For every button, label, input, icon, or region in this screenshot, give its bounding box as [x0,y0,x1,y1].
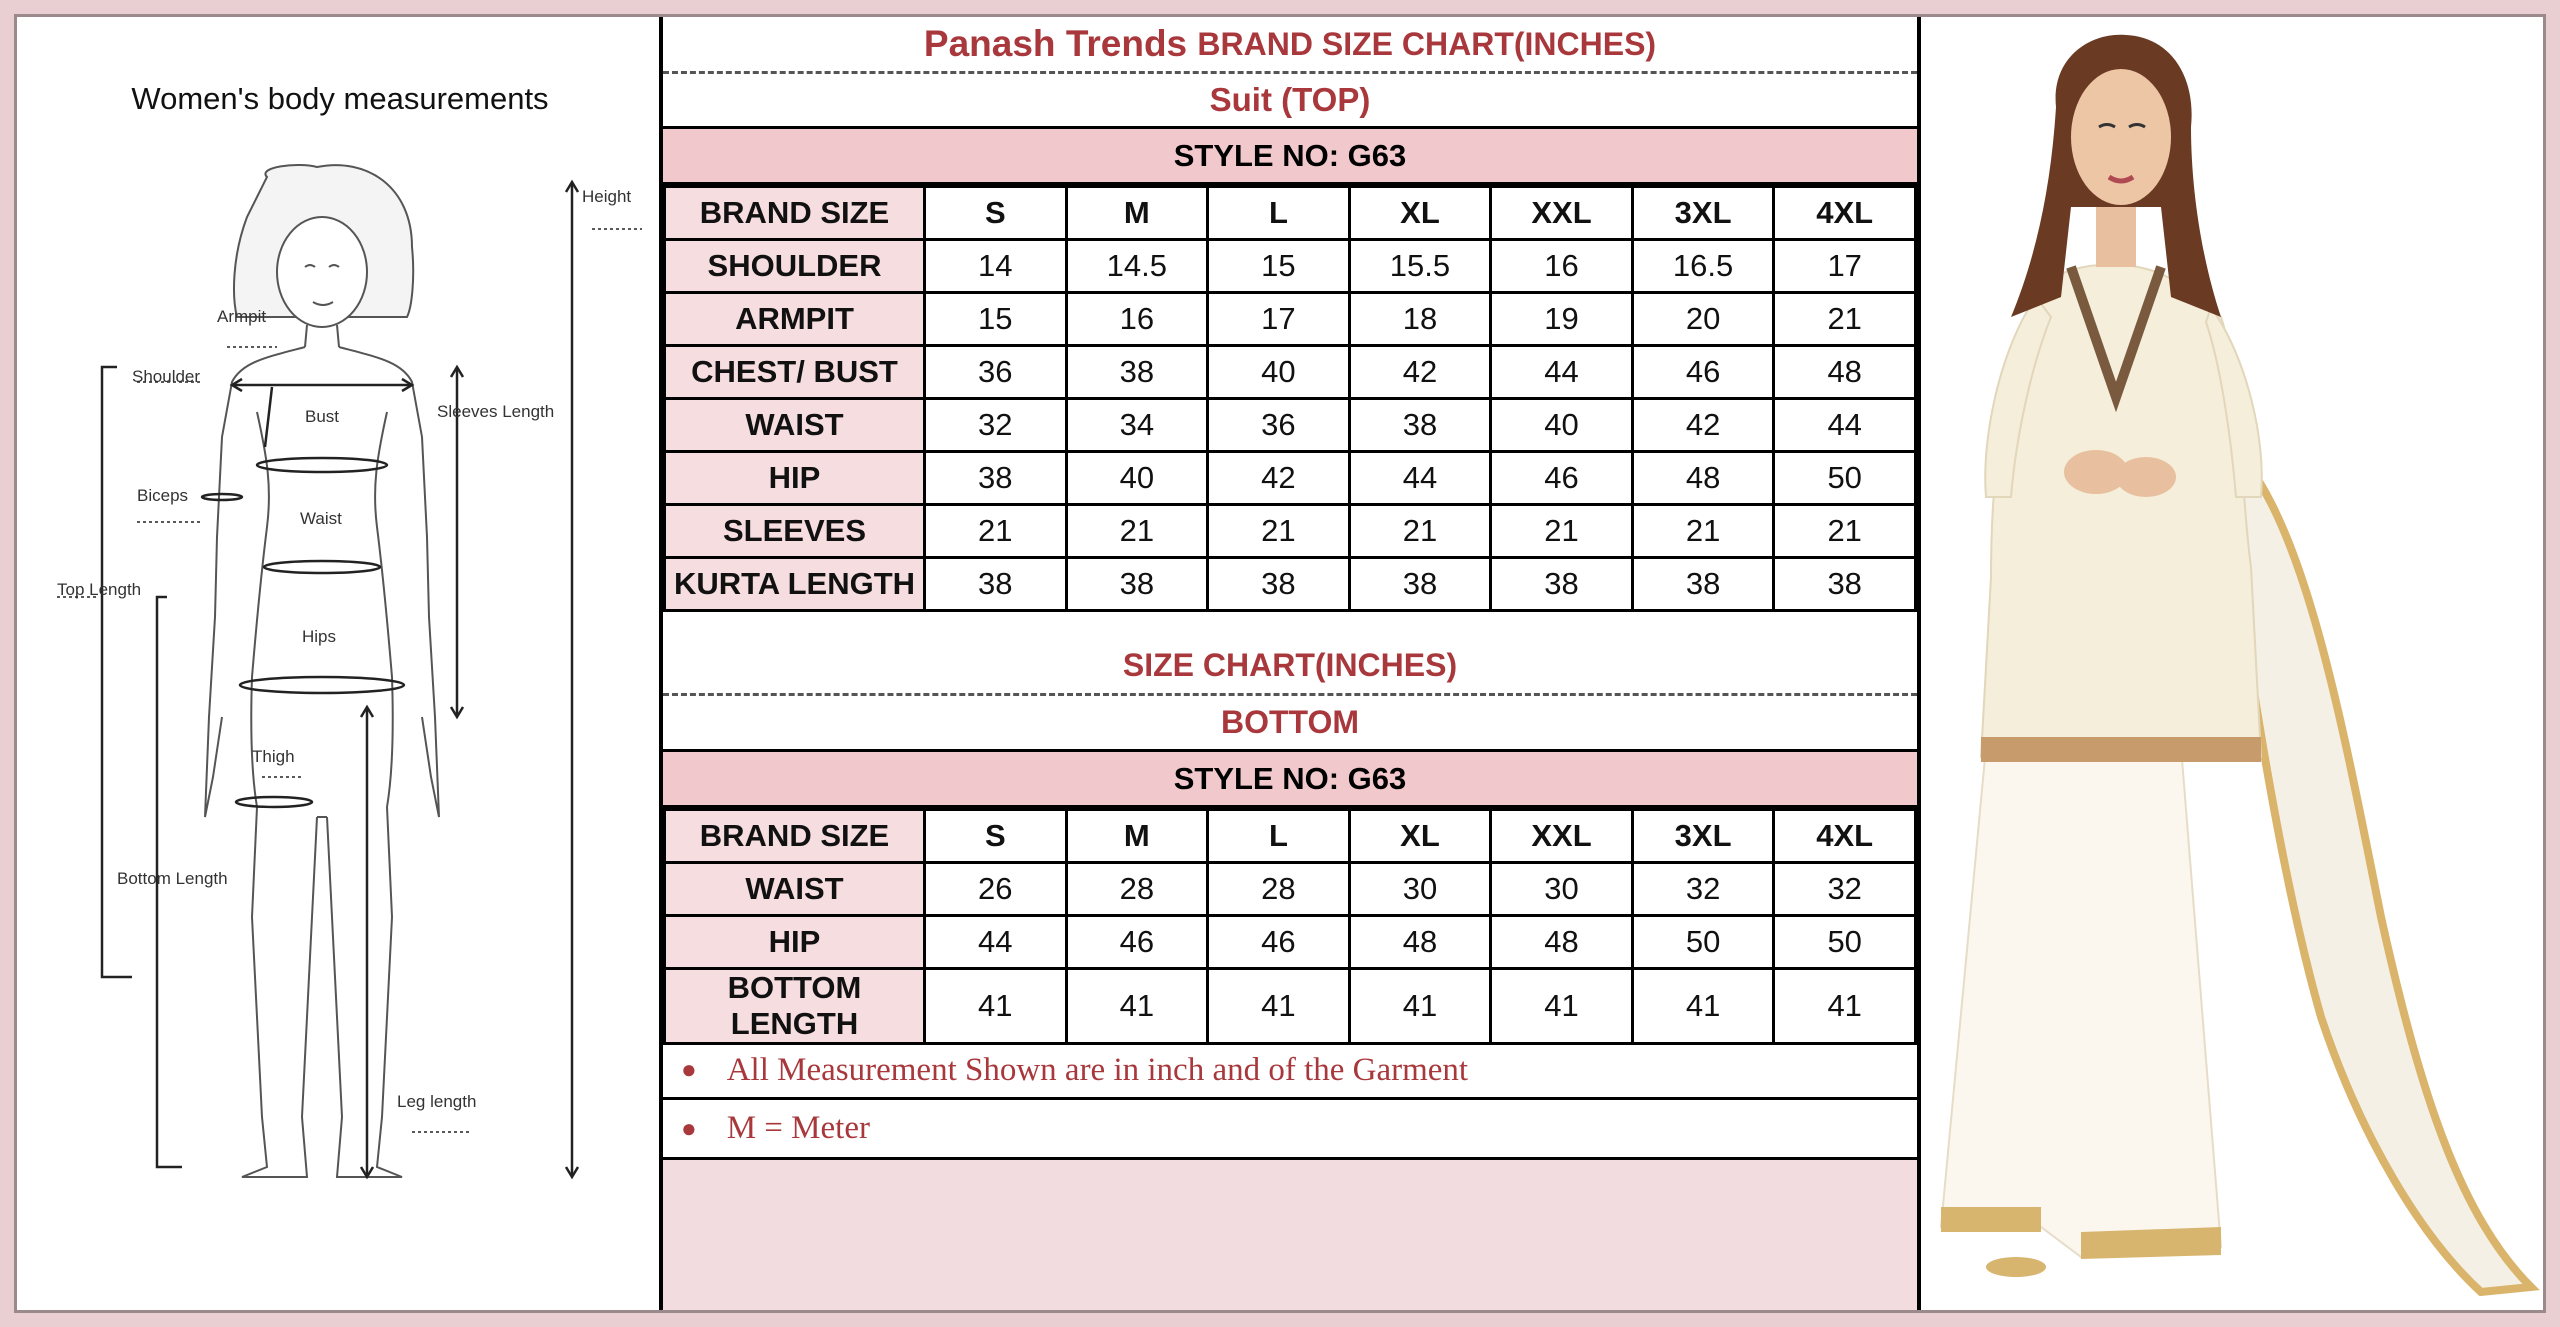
top-header-row [665,187,1916,240]
top-style-label: STYLE NO: [1173,137,1340,173]
top-style-row [663,129,1917,185]
measurement-cell: 16 [1491,240,1633,293]
measurement-cell: 32 [1774,863,1916,916]
measurement-cell: 46 [1066,916,1208,969]
measurement-cell: 38 [1632,558,1774,611]
measurement-cell: 50 [1632,916,1774,969]
measurement-cell: 41 [1066,969,1208,1044]
measurement-cell: 21 [1774,505,1916,558]
measurement-cell: 30 [1349,863,1491,916]
measurement-cell: 16 [1066,293,1208,346]
table-row [665,916,1916,969]
measurement-cell: 16.5 [1632,240,1774,293]
table-row [665,452,1916,505]
brand-size-header: BRAND SIZE [665,187,925,240]
label-thigh: Thigh [252,747,295,766]
measurement-cell: 41 [1774,969,1916,1044]
row-label: WAIST [665,863,925,916]
measurement-cell: 38 [1066,346,1208,399]
measurement-cell: 21 [1632,505,1774,558]
measurement-cell: 41 [925,969,1067,1044]
brand-name: Panash Trends [923,23,1188,64]
measurement-cell: 15.5 [1349,240,1491,293]
row-label: CHEST/ BUST [665,346,925,399]
measurement-cell: 44 [1491,346,1633,399]
table-row [665,240,1916,293]
measurement-cell: 48 [1632,452,1774,505]
label-bust: Bust [305,407,340,426]
row-label: ARMPIT [665,293,925,346]
label-biceps: Biceps [137,486,189,505]
row-label: SHOULDER [665,240,925,293]
label-hips: Hips [302,627,337,646]
measurement-cell: 34 [1066,399,1208,452]
measurement-cell: 46 [1208,916,1350,969]
measurement-cell: 21 [925,505,1067,558]
measurement-cell: 17 [1208,293,1350,346]
measurement-cell: 15 [1208,240,1350,293]
measurement-cell: 38 [1774,558,1916,611]
model-photo [1921,17,2543,1310]
measurement-cell: 42 [1632,399,1774,452]
measurement-cell: 15 [925,293,1067,346]
measurement-cell: 41 [1632,969,1774,1044]
chart-title-suffix: BRAND SIZE CHART(INCHES) [1197,25,1657,62]
measurement-cell: 21 [1491,505,1633,558]
body-measurement-diagram [17,17,659,1310]
size-header-cell: XXL [1491,810,1633,863]
measurement-cell: 48 [1774,346,1916,399]
bottom-header-row [665,810,1916,863]
size-header-cell: 4XL [1774,810,1916,863]
measurement-cell: 21 [1774,293,1916,346]
size-header-cell: 4XL [1774,187,1916,240]
size-header-cell: M [1066,810,1208,863]
size-header-cell: 3XL [1632,810,1774,863]
row-label: SLEEVES [665,505,925,558]
size-header-cell: 3XL [1632,187,1774,240]
row-label: BOTTOM LENGTH [665,969,925,1044]
bottom-style-label: STYLE NO: [1173,760,1340,796]
measurement-cell: 17 [1774,240,1916,293]
measurement-cell: 40 [1208,346,1350,399]
measurement-cell: 50 [1774,916,1916,969]
measurement-cell: 14.5 [1066,240,1208,293]
measurement-cell: 32 [1632,863,1774,916]
measurement-cell: 50 [1774,452,1916,505]
measurement-cell: 48 [1349,916,1491,969]
measurement-cell: 44 [925,916,1067,969]
measurement-cell: 46 [1491,452,1633,505]
row-label: WAIST [665,399,925,452]
measurement-cell: 41 [1491,969,1633,1044]
size-header-cell: L [1208,810,1350,863]
table-row [665,505,1916,558]
size-header-cell: XL [1349,810,1491,863]
note-text: All Measurement Shown are in inch and of the Garment [726,1051,1469,1088]
chart-title [663,17,1917,74]
empty-footer-area [663,1160,1917,1310]
label-sleeves-length: Sleeves Length [437,402,555,421]
bottom-style-row [663,752,1917,808]
measurement-cell: 40 [1491,399,1633,452]
size-header-cell: L [1208,187,1350,240]
diagram-title: Women's body measurements [131,81,549,116]
top-style-number: G63 [1347,137,1407,173]
size-header-cell: S [925,810,1067,863]
measurement-cell: 21 [1208,505,1350,558]
bullet-icon: ● [681,1055,697,1084]
bottom-section-title: BOTTOM [663,696,1917,752]
table-row [665,346,1916,399]
row-label: KURTA LENGTH [665,558,925,611]
measurement-cell: 26 [925,863,1067,916]
table-row [665,558,1916,611]
bullet-icon: ● [681,1113,697,1143]
row-label: HIP [665,452,925,505]
row-label: HIP [665,916,925,969]
label-leg-length: Leg length [397,1092,477,1111]
label-waist: Waist [300,509,342,528]
size-chart-panel [663,17,1917,1310]
measurement-cell: 40 [1066,452,1208,505]
size-header-cell: S [925,187,1067,240]
size-header-cell: M [1066,187,1208,240]
brand-size-header: BRAND SIZE [665,810,925,863]
size-header-cell: XL [1349,187,1491,240]
measurement-cell: 38 [925,558,1067,611]
top-size-table [663,185,1917,612]
note-measurement [663,1043,1917,1100]
note-text: M = Meter [726,1110,870,1146]
measurement-cell: 28 [1208,863,1350,916]
measurement-cell: 41 [1208,969,1350,1044]
measurement-cell: 19 [1491,293,1633,346]
table-row [665,863,1916,916]
measurement-cell: 38 [1066,558,1208,611]
measurement-cell: 38 [1349,558,1491,611]
note-meter [663,1100,1917,1160]
measurement-cell: 32 [925,399,1067,452]
measurement-cell: 21 [1349,505,1491,558]
measurement-cell: 48 [1491,916,1633,969]
measurement-cell: 38 [1349,399,1491,452]
measurement-cell: 36 [925,346,1067,399]
label-armpit: Armpit [217,307,267,326]
measurement-cell: 38 [1491,558,1633,611]
size-chart-frame [14,14,2546,1313]
measurement-cell: 44 [1774,399,1916,452]
measurement-cell: 44 [1349,452,1491,505]
table-row [665,399,1916,452]
table-row [665,293,1916,346]
measurement-cell: 46 [1632,346,1774,399]
measurement-cell: 14 [925,240,1067,293]
measurement-cell: 38 [1208,558,1350,611]
measurement-cell: 42 [1349,346,1491,399]
measurement-cell: 30 [1491,863,1633,916]
label-bottom-length: Bottom Length [117,869,228,888]
size-header-cell: XXL [1491,187,1633,240]
body-measurement-panel [17,17,663,1310]
measurement-cell: 20 [1632,293,1774,346]
measurement-cell: 42 [1208,452,1350,505]
label-top-length: Top Length [57,580,142,599]
size-chart-title: SIZE CHART(INCHES) [663,638,1917,696]
measurement-cell: 28 [1066,863,1208,916]
label-height: Height [582,187,632,206]
measurement-cell: 21 [1066,505,1208,558]
measurement-cell: 38 [925,452,1067,505]
table-row [665,969,1916,1044]
product-photo-panel [1917,17,2543,1310]
measurement-cell: 36 [1208,399,1350,452]
bottom-size-table [663,808,1917,1045]
measurement-cell: 41 [1349,969,1491,1044]
top-section-title: Suit (TOP) [663,74,1917,129]
label-shoulder: Shoulder [132,367,201,386]
bottom-style-number: G63 [1347,760,1407,796]
measurement-cell: 18 [1349,293,1491,346]
